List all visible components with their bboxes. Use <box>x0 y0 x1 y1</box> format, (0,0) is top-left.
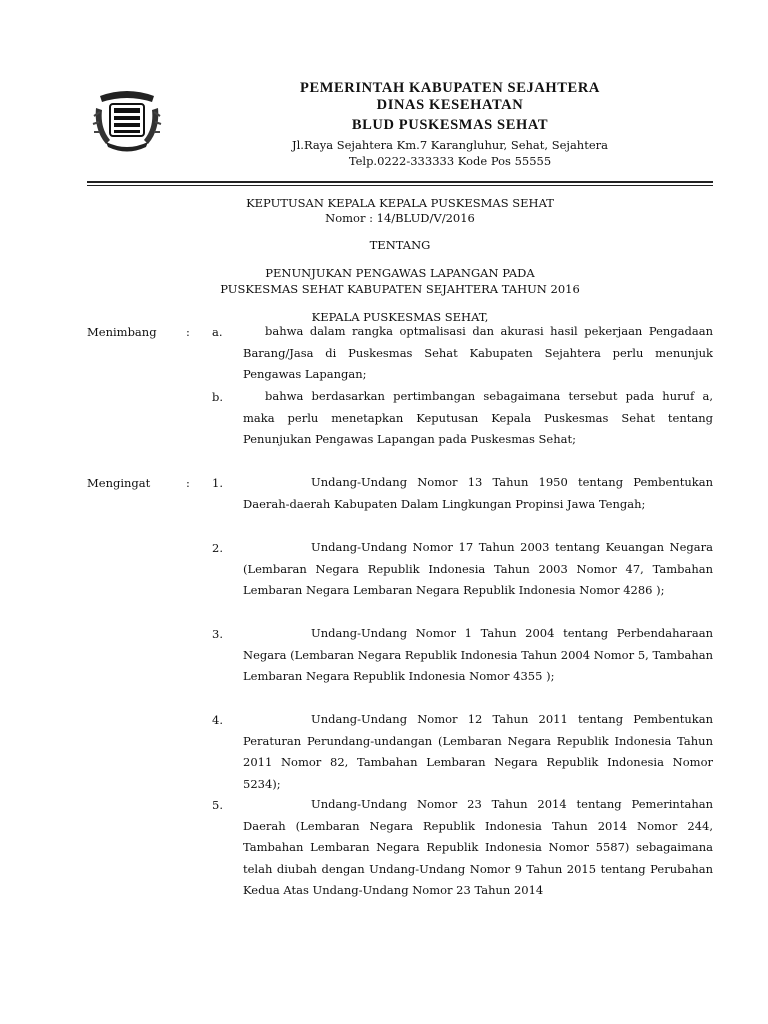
letterhead-institution: BLUD PUSKESMAS SEHAT <box>351 117 549 133</box>
decree-subject-line2: PUSKESMAS SEHAT KABUPATEN SEJAHTERA TAHUN 2016 <box>220 282 580 296</box>
list-marker: 5. <box>212 798 223 812</box>
decree-title: KEPUTUSAN KEPALA KEPALA PUSKESMAS SEHAT <box>246 196 554 210</box>
header-divider-thin <box>87 185 713 186</box>
list-item-text: bahwa dalam rangka optmalisasi dan akurasi hasil pekerjaan Pengadaan Barang/Jasa di Puskesmas Sehat Kabupaten Sejahtera perlu menunjuk Pengawas Lapangan; <box>243 324 713 381</box>
letterhead-department: DINAS KESEHATAN <box>376 97 524 113</box>
section-colon: : <box>186 325 190 339</box>
regency-emblem-icon <box>92 86 162 154</box>
list-item-text: Undang-Undang Nomor 17 Tahun 2003 tentang Keuangan Negara (Lembaran Negara Republik Indonesia Tahun 2003 Nomor 47, Tambahan Lembaran Negara Lembaran Negara Republik Indonesia Nomor 4286 ); <box>243 540 713 597</box>
letterhead-government: PEMERINTAH KABUPATEN SEJAHTERA <box>300 80 600 96</box>
letterhead-address: Jl.Raya Sejahtera Km.7 Karangluhur, Sehat, Sejahtera <box>292 138 608 152</box>
decree-issuer: KEPALA PUSKESMAS SEHAT, <box>311 310 489 324</box>
list-marker: 4. <box>212 713 223 727</box>
header-divider-thick <box>87 181 713 183</box>
list-marker: 3. <box>212 627 223 641</box>
decree-number: Nomor : 14/BLUD/V/2016 <box>325 211 475 225</box>
list-marker: b. <box>212 390 224 404</box>
list-marker: a. <box>212 325 223 339</box>
list-item-text: bahwa berdasarkan pertimbangan sebagaimana tersebut pada huruf a, maka perlu menetapkan Keputusan Kepala Puskesmas Sehat tentang Penunjukan Pengawas Lapangan pada Puskesmas Sehat; <box>243 389 713 446</box>
list-item-text: Undang-Undang Nomor 1 Tahun 2004 tentang Perbendaharaan Negara (Lembaran Negara Republik Indonesia Tahun 2004 Nomor 5, Tambahan Lembaran Negara Republik Indonesia Nomor 4355 ); <box>243 626 713 683</box>
section-label-menimbang: Menimbang <box>87 325 157 339</box>
decree-subject-line1: PENUNJUKAN PENGAWAS LAPANGAN PADA <box>265 266 535 280</box>
section-colon: : <box>186 476 190 490</box>
letterhead-phone: Telp.0222-333333 Kode Pos 55555 <box>348 154 552 168</box>
list-item-text: Undang-Undang Nomor 12 Tahun 2011 tentang Pembentukan Peraturan Perundang-undangan (Lembaran Negara Republik Indonesia Tahun 2011 Nomor 82, Tambahan Lembaran Negara Republik Indonesia Nomor 5234); <box>243 712 713 791</box>
list-marker: 1. <box>212 476 223 490</box>
decree-about: TENTANG <box>369 238 431 252</box>
section-label-mengingat: Mengingat <box>87 476 151 490</box>
list-marker: 2. <box>212 541 223 555</box>
list-item-text: Undang-Undang Nomor 23 Tahun 2014 tentang Pemerintahan Daerah (Lembaran Negara Republik Indonesia Tahun 2014 Nomor 244, Tambahan Lembaran Negara Republik Indonesia Nomor 5587) sebagaimana telah diubah dengan Undang-Undang Nomor 9 Tahun 2015 tentang Perubahan Kedua Atas Undang-Undang Nomor 23 Tahun 2014 <box>243 797 713 897</box>
list-item-text: Undang-Undang Nomor 13 Tahun 1950 tentang Pembentukan Daerah-daerah Kabupaten Dalam Lingkungan Propinsi Jawa Tengah; <box>243 475 713 511</box>
